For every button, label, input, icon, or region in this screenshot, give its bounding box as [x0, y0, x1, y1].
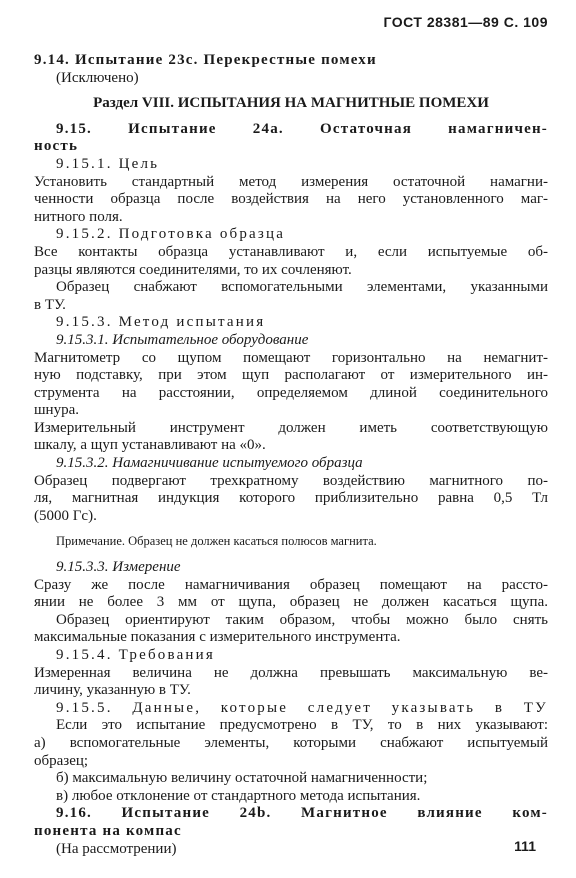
text-line: 9.16. Испытание 24b. Магнитное влияние ком-: [56, 805, 548, 822]
text-line: в) любое отклонение от стандартного метода испытания.: [56, 787, 421, 804]
text-line: 9.15.1. Цель: [56, 155, 160, 172]
text-line: нитного поля.: [34, 208, 123, 225]
document-body: [34, 52, 548, 858]
text-line: Образец снабжают вспомогательными элементами, указанными: [56, 279, 548, 296]
text-line: (5000 Гс).: [34, 507, 97, 524]
text-line: образец;: [34, 752, 89, 769]
spacer: [34, 87, 548, 95]
text-line: 9.15.3.3. Измерение: [56, 559, 181, 576]
text-line: Магнитометр со щупом помещают горизонтально на немагнит-: [34, 349, 548, 366]
text-line: шнура.: [34, 402, 79, 419]
text-line: разцы являются соединителями, то их сочленяют.: [34, 261, 352, 278]
text-line: 9.14. Испытание 23с. Перекрестные помехи: [34, 52, 377, 68]
text-line: Если это испытание предусмотрено в ТУ, то в них указывают:: [56, 717, 548, 734]
text-line: 9.15.4. Требования: [56, 647, 215, 663]
text-line: Раздел VIII. ИСПЫТАНИЯ НА МАГНИТНЫЕ ПОМЕХИ: [93, 95, 489, 112]
text-line: Измерительный инструмент должен иметь соответствующую: [34, 419, 548, 436]
text-line: 9.15.2. Подготовка образца: [56, 226, 286, 243]
text-line: 9.15.3.1. Испытательное оборудование: [56, 331, 309, 348]
spacer: [34, 525, 548, 533]
text-line: (На рассмотрении): [56, 840, 177, 857]
text-line: 9.15.3.2. Намагничивание испытуемого образца: [56, 455, 363, 472]
page-header: ГОСТ 28381—89 С. 109: [383, 14, 548, 30]
text-line: Образец ориентируют таким образом, чтобы можно было снять: [56, 611, 548, 628]
text-line: понента на компас: [34, 822, 182, 839]
text-line: ля, магнитная индукция которого приблизительно равна 0,5 Тл: [34, 490, 548, 507]
text-line: максимальные показания с измерительного инструмента.: [34, 629, 401, 646]
text-line: Сразу же после намагничивания образец помещают на рассто-: [34, 576, 548, 593]
text-line: (Исключено): [56, 69, 139, 86]
text-line: Примечание. Образец не должен касаться полюсов магнита.: [56, 534, 377, 549]
text-line: шкалу, а щуп устанавливают на «0».: [34, 437, 266, 454]
text-line: струмента на расстоянии, определяемом длиной соединительного: [34, 384, 548, 401]
text-line: 9.15.5. Данные, которые следует указывать в ТУ: [56, 699, 548, 716]
text-line: Установить стандартный метод измерения остаточной намагни-: [34, 173, 548, 190]
text-line: ченности образца после воздействия на него установленного маг-: [34, 191, 548, 208]
text-line: 9.15. Испытание 24а. Остаточная намагничен-: [56, 120, 548, 137]
page-number: 111: [514, 838, 536, 854]
text-line: в ТУ.: [34, 296, 66, 313]
text-line: Все контакты образца устанавливают и, если испытуемые об-: [34, 243, 548, 260]
text-line: б) максимальную величину остаточной намагниченности;: [56, 770, 428, 787]
text-line: Образец подвергают трехкратному воздействию магнитного по-: [34, 472, 548, 489]
text-line: 9.15.3. Метод испытания: [56, 314, 266, 331]
text-line: а) вспомогательные элементы, которыми снабжают испытуемый: [34, 734, 548, 751]
text-line: ную подставку, при этом щуп располагают от измерительного ин-: [34, 367, 548, 384]
spacer: [34, 551, 548, 559]
text-line: Измеренная величина не должна превышать максимальную ве-: [34, 664, 548, 681]
text-line: ность: [34, 138, 79, 155]
text-line: личину, указанную в ТУ.: [34, 682, 191, 699]
text-line: янии не более 3 мм от щупа, образец не должен касаться щупа.: [34, 594, 548, 611]
spacer: [34, 113, 548, 121]
